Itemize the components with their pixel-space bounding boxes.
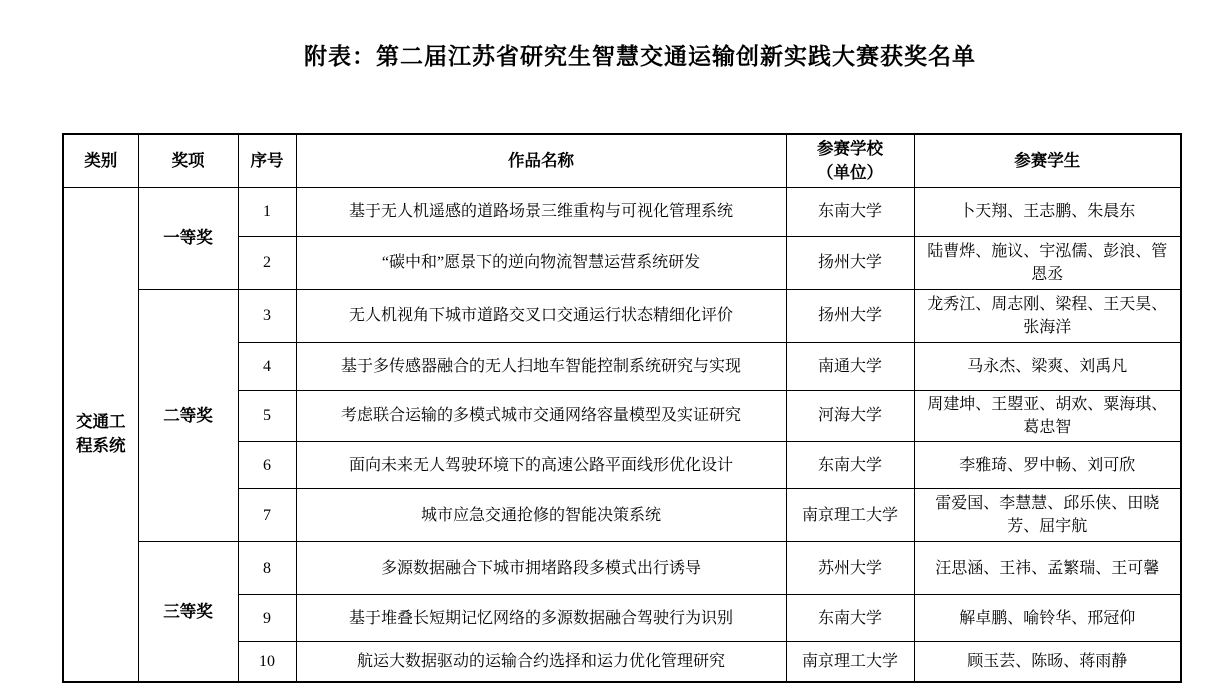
cell-work: 考虑联合运输的多模式城市交通网络容量模型及实证研究	[296, 390, 786, 441]
cell-students: 雷爱国、李慧慧、邱乐侠、田晓芳、屈宇航	[914, 489, 1181, 542]
cell-students: 李雅琦、罗中畅、刘可欣	[914, 442, 1181, 489]
cell-index: 1	[238, 187, 296, 236]
cell-students: 马永杰、梁爽、刘禹凡	[914, 342, 1181, 390]
cell-students: 卜天翔、王志鹏、朱晨东	[914, 187, 1181, 236]
cell-index: 10	[238, 642, 296, 682]
cell-work: 基于堆叠长短期记忆网络的多源数据融合驾驶行为识别	[296, 595, 786, 642]
page-title: 附表：第二届江苏省研究生智慧交通运输创新实践大赛获奖名单	[304, 44, 976, 69]
awards-table	[62, 133, 1182, 683]
cell-work: 航运大数据驱动的运输合约选择和运力优化管理研究	[296, 642, 786, 682]
cell-award-second: 二等奖	[138, 289, 238, 541]
col-header-category: 类别	[63, 134, 138, 187]
cell-work: 无人机视角下城市道路交叉口交通运行状态精细化评价	[296, 289, 786, 342]
cell-award-first: 一等奖	[138, 187, 238, 289]
col-header-school-line2: （单位）	[817, 162, 883, 182]
cell-school: 南京理工大学	[786, 642, 914, 682]
cell-index: 7	[238, 489, 296, 542]
cell-school: 南通大学	[786, 342, 914, 390]
cell-school: 扬州大学	[786, 289, 914, 342]
cell-work: 城市应急交通抢修的智能决策系统	[296, 489, 786, 542]
cell-students: 汪思涵、王祎、孟繁瑞、王可馨	[914, 542, 1181, 595]
cell-work: 多源数据融合下城市拥堵路段多模式出行诱导	[296, 542, 786, 595]
table-row	[63, 187, 1181, 236]
table-row	[63, 289, 1181, 342]
table-row	[63, 542, 1181, 595]
cell-school: 苏州大学	[786, 542, 914, 595]
cell-school: 河海大学	[786, 390, 914, 441]
cell-work: “碳中和”愿景下的逆向物流智慧运营系统研发	[296, 236, 786, 289]
cell-award-third: 三等奖	[138, 542, 238, 682]
cell-work: 面向未来无人驾驶环境下的高速公路平面线形优化设计	[296, 442, 786, 489]
col-header-school-line1: 参赛学校	[817, 139, 883, 158]
cell-index: 9	[238, 595, 296, 642]
cell-index: 5	[238, 390, 296, 441]
cell-index: 2	[238, 236, 296, 289]
cell-index: 8	[238, 542, 296, 595]
cell-index: 6	[238, 442, 296, 489]
cell-students: 陆曹烨、施议、宇泓儒、彭浪、管恩丞	[914, 236, 1181, 289]
col-header-students: 参赛学生	[914, 134, 1181, 187]
cell-school: 南京理工大学	[786, 489, 914, 542]
cell-school: 东南大学	[786, 442, 914, 489]
cell-school: 东南大学	[786, 595, 914, 642]
cell-students: 龙秀江、周志刚、梁程、王天昊、张海洋	[914, 289, 1181, 342]
cell-students: 周建坤、王曌亚、胡欢、粟海琪、葛忠智	[914, 390, 1181, 441]
cell-school: 扬州大学	[786, 236, 914, 289]
cell-school: 东南大学	[786, 187, 914, 236]
col-header-school	[786, 134, 914, 187]
col-header-index: 序号	[238, 134, 296, 187]
cell-category: 交通工程系统	[63, 187, 138, 681]
cell-work: 基于无人机遥感的道路场景三维重构与可视化管理系统	[296, 187, 786, 236]
cell-students: 顾玉芸、陈旸、蒋雨静	[914, 642, 1181, 682]
cell-index: 4	[238, 342, 296, 390]
col-header-award: 奖项	[138, 134, 238, 187]
header-row	[63, 134, 1181, 187]
cell-work: 基于多传感器融合的无人扫地车智能控制系统研究与实现	[296, 342, 786, 390]
cell-index: 3	[238, 289, 296, 342]
cell-students: 解卓鹏、喻铃华、邢冠仰	[914, 595, 1181, 642]
col-header-work: 作品名称	[296, 134, 786, 187]
